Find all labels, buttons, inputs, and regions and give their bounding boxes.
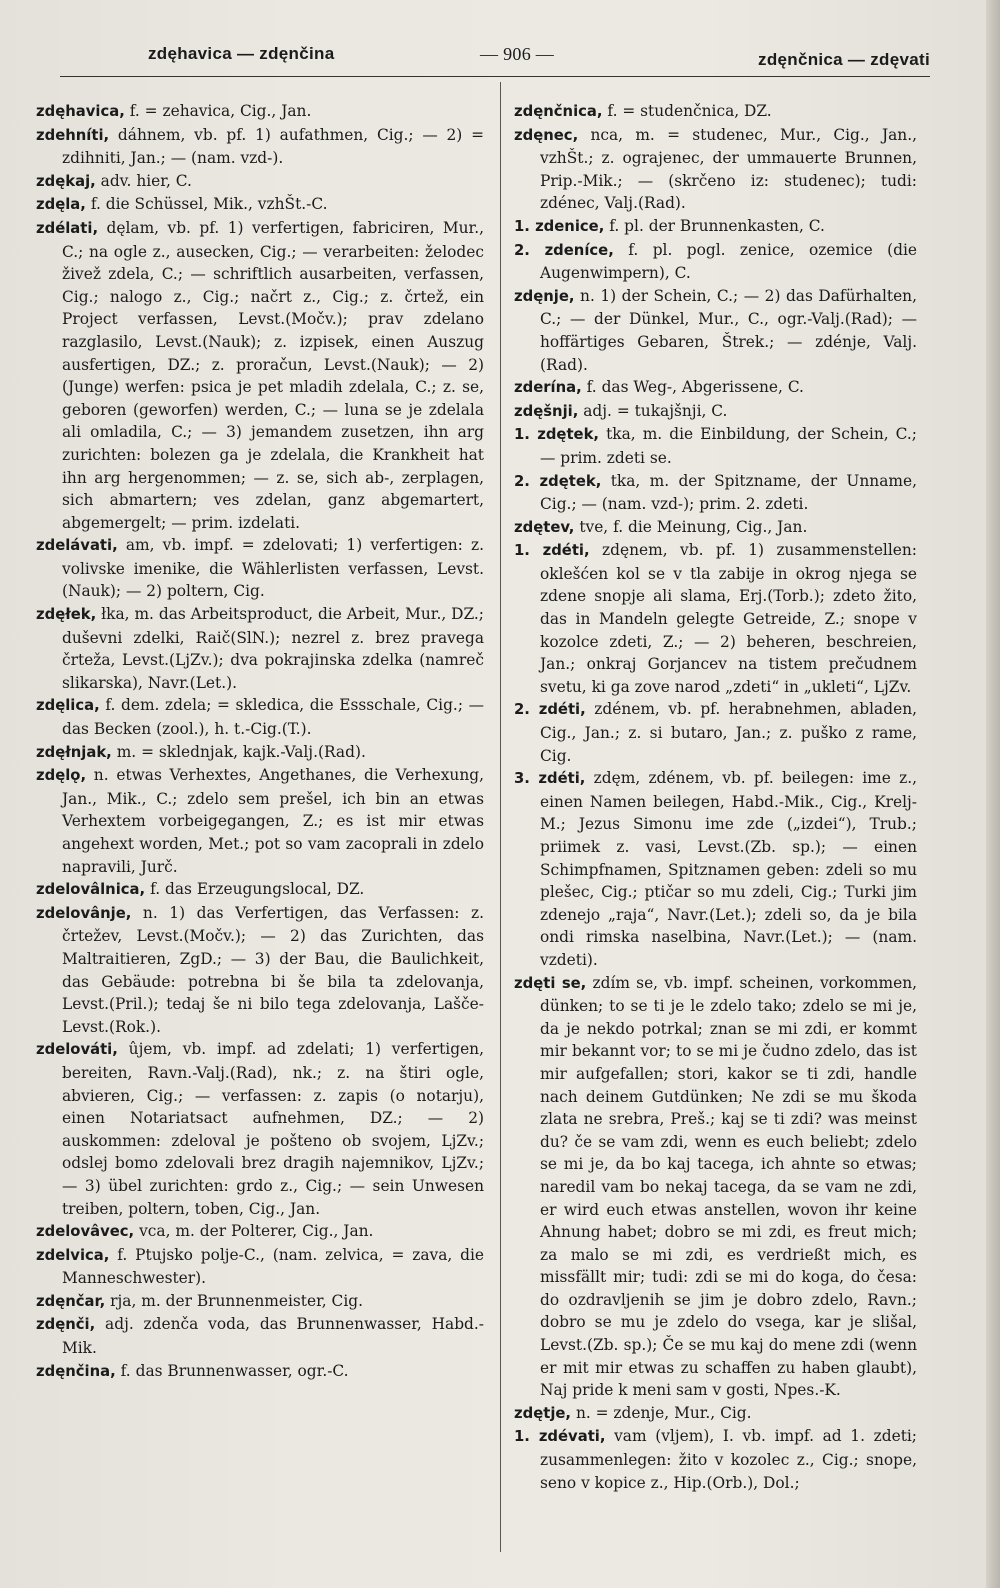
header-right-guideword: zdęnčnica — zdęvati	[758, 50, 930, 69]
entry-definition: dęlam, vb. pf. 1) verfertigen, fabriciren, Mur., C.; na ogle z., ausecken, Cig.; — verarbeiten: želodec živež zdela, C.; — schriftlich ausarbeiten, verfassen, Cig.; nalogo z., Cig.; načrt z., Cig.; z. črtež, ein Project verfassen, Levst.(Močv.); prav zdelano razglasilo, Levst.(Nauk); z. izpisek, einen Auszug ausfertigen, DZ.; z. proračun, Levst.(Nauk); — 2) (Junge) werfen: psica je pet mladih zdelala, C.; z. se, geboren (geworfen) werden, C.; — luna se je zdelala ali omladila, C.; — 3) jemandem zusetzen, ihn arg zurichten: bolezen ga je zdelala, die Krankheit hat ihn arg hergenommen; — z. se, sich ab-, zerplagen, sich abmartern; ves zdelan, ganz abgemartert, abgemergelt; — prim. izdelati.	[62, 218, 484, 532]
dictionary-entry	[36, 878, 484, 902]
entry-definition: m. = sklednjak, kajk.-Valj.(Rad).	[111, 742, 366, 761]
entry-headword: zdęłnjak,	[36, 743, 112, 761]
dictionary-entry	[514, 1425, 917, 1494]
entry-headword: 2. zdeníce,	[514, 241, 614, 259]
dictionary-entry	[36, 741, 484, 765]
entry-definition: f. pl. der Brunnenkasten, C.	[604, 216, 825, 235]
entry-definition: adj. = tukajšnji, C.	[578, 401, 728, 420]
entry-definition: f. das Brunnenwasser, ogr.-C.	[115, 1361, 349, 1380]
entry-definition: n. etwas Verhextes, Angethanes, die Verhexung, Jan., Mik., C.; zdelo sem prešel, ich bin an etwas Verhextem vorbeigegangen, Z.; es ist mir etwas angehext worden, Met.; pot so vam zacoprali in zdelo napravili, Jurč.	[62, 766, 484, 876]
dictionary-entry	[36, 100, 484, 124]
header-left-guideword: zdęhavica — zdęnčina	[148, 44, 335, 63]
dictionary-entry	[514, 470, 917, 516]
dictionary-entry	[514, 100, 917, 124]
entry-headword: zdelováti,	[36, 1041, 118, 1059]
dictionary-entry	[514, 285, 917, 376]
entry-headword: 2. zdętek,	[514, 472, 602, 490]
dictionary-entry	[514, 239, 917, 285]
entry-definition: f. das Erzeugungslocal, DZ.	[145, 880, 365, 899]
dictionary-entry	[36, 124, 484, 170]
entry-definition: zdím se, vb. impf. scheinen, vorkommen, dünken; to se ti je le zdelo tako; zdelo se mi je, da je nekdo potrkal; znan se mi zdi, er kommt mir bekannt vor; to se mi je čudno zdelo, das ist mir aufgefallen; stori, kakor se ti zdi, handle nach deinem Gutdünken; Ne zdi se mu škoda zlata ne srebra, Preš.; kaj se ti zdi? was meinst du? če se vam zdi, wenn es euch beliebt; zdelo se mi je, da bo kaj tacega, ich ahnte so etwas; naredil vam bo nekaj tacega, da se vam ne zdi, er wird euch etwas anstellen, wovon ihr keine Ahnung habet; dobro se mi zdi, es freut mich; za malo se mi zdi, es verdrießt mich, es missfällt mir; tudi: zdi se mi do koga, do česa: do ozdravljenih se jim je dobro zdelo, Ravn.; dobro se mu je zdelo do vsega, kar je slišal, Levst.(Zb. sp.); Če se mu kaj do mene zdi (wenn er mit mir etwas zu schaffen zu haben glaubt), Naj pride k meni sam v gosti, Npes.-K.	[540, 973, 917, 1400]
dictionary-entry	[36, 170, 484, 194]
entry-definition: zdęnem, vb. pf. 1) zusammenstellen: oklešćen kol se v tla zabije in okrog njega se zdene snopje ali slama, Erj.(Torb.); zdeto žito, das in Mandeln gelegte Getreide, Z.; snope v kozolce zdeti, Z.; — 2) beheren, beschreien, Jan.; onkraj Gorjancev na tistem prečudnem svetu, ki ga zove narod „zdeti“ in „ukleti“, LjZv.	[540, 541, 917, 696]
dictionary-entry	[36, 1244, 484, 1290]
entry-headword: 3. zdéti,	[514, 770, 586, 788]
entry-headword: zdęnčnica,	[514, 103, 603, 120]
dictionary-entry	[514, 215, 917, 239]
entry-definition: nca, m. = studenec, Mur., Cig., Jan., vzhŠt.; z. ograjenec, der ummauerte Brunnen, Prip.-Mik.; — (skrčeno iz: studenec); tudi: zdénec, Valj.(Rad).	[540, 125, 917, 213]
entry-definition: tka, m. die Einbildung, der Schein, C.; — prim. zdeti se.	[540, 425, 917, 467]
dictionary-entry	[514, 1402, 917, 1426]
entry-definition: n. 1) das Verfertigen, das Verfassen: z. črtežev, Levst.(Močv.); — 2) das Zurichten, das Maltraitieren, ZgD.; — 3) der Bau, die Baulichkeit, das Gebäude: potrebna bi še bila ta zdelovanja, Levst.(Pril.); tedaj še ni bilo tega zdelovanja, Lašče-Levst.(Rok.).	[62, 903, 484, 1036]
entry-headword: zdelvica,	[36, 1246, 110, 1264]
entry-definition: f. = studenčnica, DZ.	[602, 102, 772, 120]
dictionary-entry	[514, 698, 917, 767]
header-rule	[60, 76, 930, 77]
entry-headword: zdęlǫ,	[36, 767, 87, 785]
entry-definition: f. Ptujsko polje-C., (nam. zelvica, = zava, die Manneschwester).	[62, 1245, 484, 1288]
dictionary-entry	[36, 534, 484, 603]
dictionary-entry	[514, 400, 917, 424]
page-header	[60, 44, 930, 74]
entry-definition: f. die Schüssel, Mik., vzhŠt.-C.	[85, 195, 328, 214]
entry-headword: zderína,	[514, 379, 582, 397]
entry-definition: tka, m. der Spitzname, der Unname, Cig.; — (nam. vzd-); prim. 2. zdeti.	[540, 471, 917, 514]
column-divider	[500, 82, 501, 1552]
entry-headword: zdehníti,	[36, 126, 110, 144]
entry-headword: zdęnje,	[514, 287, 575, 305]
entry-definition: n. = zdenje, Mur., Cig.	[571, 1403, 752, 1422]
dictionary-entry	[514, 423, 917, 469]
entry-definition: ûjem, vb. impf. ad zdelati; 1) verfertigen, bereiten, Ravn.-Valj.(Rad), nk.; z. na štiri ogle, abvieren, Cig.; — verfassen: z. zapis (o notarju), einen Notariatsact aufnehmen, DZ.; — 2) auskommen: zdeloval je pošteno ob svojem, LjZv.; odslej bomo zdelovali brez dragih najemnikov, LjZv.; — 3) übel zurichten: grdo z., Cig.; — sein Unwesen treiben, poltern, toben, Cig., Jan.	[62, 1040, 484, 1218]
entry-definition: adj. zdenča voda, das Brunnenwasser, Habd.-Mik.	[62, 1315, 484, 1358]
dictionary-entry	[36, 1360, 484, 1384]
entry-headword: 2. zdéti,	[514, 701, 586, 719]
entry-definition: rja, m. der Brunnenmeister, Cig.	[105, 1291, 363, 1310]
entry-headword: zdęšnji,	[514, 402, 579, 420]
entry-definition: tve, f. die Meinung, Cig., Jan.	[574, 517, 808, 536]
entry-headword: zdęla,	[36, 196, 86, 214]
dictionary-entry	[36, 1038, 484, 1220]
page-edge	[986, 0, 1000, 1588]
entry-headword: zdętje,	[514, 1404, 572, 1422]
entry-headword: zdętev,	[514, 518, 575, 536]
dictionary-entry	[514, 539, 917, 698]
entry-headword: zdęłek,	[36, 606, 97, 624]
entry-definition: vam (vljem), I. vb. impf. ad 1. zdeti; zusammenlegen: žito v kozolec z., Cig.; snope, seno v kopice z., Hip.(Orb.), Dol.;	[540, 1427, 917, 1492]
page-number: — 906 —	[480, 44, 555, 64]
entry-headword: zdelovânje,	[36, 904, 132, 922]
dictionary-entry	[36, 217, 484, 534]
dictionary-entry	[36, 1313, 484, 1359]
entry-headword: zdelávati,	[36, 537, 118, 555]
entry-definition: łka, m. das Arbeitsproduct, die Arbeit, Mur., DZ.; duševni zdelki, Raič(SlN.); nezrel z. brez pravega črteža, Levst.(LjZv.); dva pokrajinska zdelka (namreč slikarska), Navr.(Let.).	[62, 605, 484, 692]
entry-headword: zdęhavica,	[36, 103, 125, 120]
dictionary-entry	[36, 603, 484, 694]
entry-headword: zdęlica,	[36, 697, 100, 715]
entry-definition: f. = zehavica, Cig., Jan.	[124, 102, 312, 120]
entry-definition: am, vb. impf. = zdelovati; 1) verfertigen: z. volivske imenike, die Wählerlisten verfassen, Levst.(Nauk); — 2) poltern, Cig.	[62, 536, 484, 601]
entry-headword: zdelovâvec,	[36, 1223, 135, 1241]
entry-definition: zdénem, vb. pf. herabnehmen, abladen, Cig., Jan.; z. si butaro, Jan.; z. puško z rame, Cig.	[540, 700, 917, 765]
entry-headword: zdélati,	[36, 219, 99, 237]
entry-headword: zdelovâlnica,	[36, 881, 146, 899]
dictionary-entry	[514, 767, 917, 971]
entry-definition: vca, m. der Polterer, Cig., Jan.	[134, 1222, 374, 1241]
entry-headword: 1. zdéti,	[514, 542, 590, 560]
dictionary-entry	[36, 902, 484, 1039]
entry-headword: zdęnčina,	[36, 1362, 116, 1380]
entry-definition: adv. hier, C.	[95, 171, 192, 190]
dictionary-entry	[36, 1290, 484, 1314]
entry-definition: f. pl. pogl. zenice, ozemice (die Augenwimpern), C.	[540, 240, 918, 283]
dictionary-entry	[36, 764, 484, 878]
dictionary-entry	[514, 516, 917, 540]
entry-headword: 1. zdętek,	[514, 426, 600, 444]
dictionary-entry	[36, 193, 484, 217]
entry-definition: zdęm, zdénem, vb. pf. beilegen: ime z., einen Namen beilegen, Habd.-Mik., Cig., Krelj-M.; Jezus Simonu ime zde („izdei“), Trub.; priimek z. vasi, Levst.(Zb. sp.); — einen Schimpfnamen, Spitznamen geben: zdeli so mu plešec, Cig.; ptičar so mu zdeli, Cig.; Turki jim zdenejo „raja“, Navr.(Let.); zdeli so, da je bila ondi rimska naselbina, Navr.(Let.); — (nam. vzdeti).	[540, 769, 917, 969]
dictionary-entry	[514, 124, 917, 215]
entry-definition: f. das Weg-, Abgerissene, C.	[581, 378, 804, 397]
entry-headword: zdęnči,	[36, 1316, 96, 1334]
entry-headword: zdęti se,	[514, 974, 587, 992]
right-column	[514, 100, 917, 1494]
entry-headword: zdękaj,	[36, 172, 96, 190]
entry-definition: n. 1) der Schein, C.; — 2) das Dafürhalten, C.; — der Dünkel, Mur., C., ogr.-Valj.(Rad); — hoffärtiges Gebaren, Štrek.; — zdénje, Valj.(Rad).	[540, 286, 917, 374]
entry-headword: 1. zdenice,	[514, 217, 605, 235]
entry-headword: 1. zdévati,	[514, 1428, 606, 1446]
dictionary-entry	[36, 694, 484, 740]
entry-definition: dáhnem, vb. pf. 1) aufathmen, Cig.; — 2) = zdihniti, Jan.; — (nam. vzd-).	[62, 125, 484, 168]
dictionary-entry	[514, 972, 917, 1402]
dictionary-entry	[36, 1220, 484, 1244]
entry-definition: f. dem. zdela; = skledica, die Essschale, Cig.; — das Becken (zool.), h. t.-Cig.(T.).	[62, 696, 484, 739]
entry-headword: zdęnčar,	[36, 1292, 106, 1310]
dictionary-entry	[514, 376, 917, 400]
entry-headword: zdęnec,	[514, 126, 579, 144]
left-column	[36, 100, 484, 1383]
